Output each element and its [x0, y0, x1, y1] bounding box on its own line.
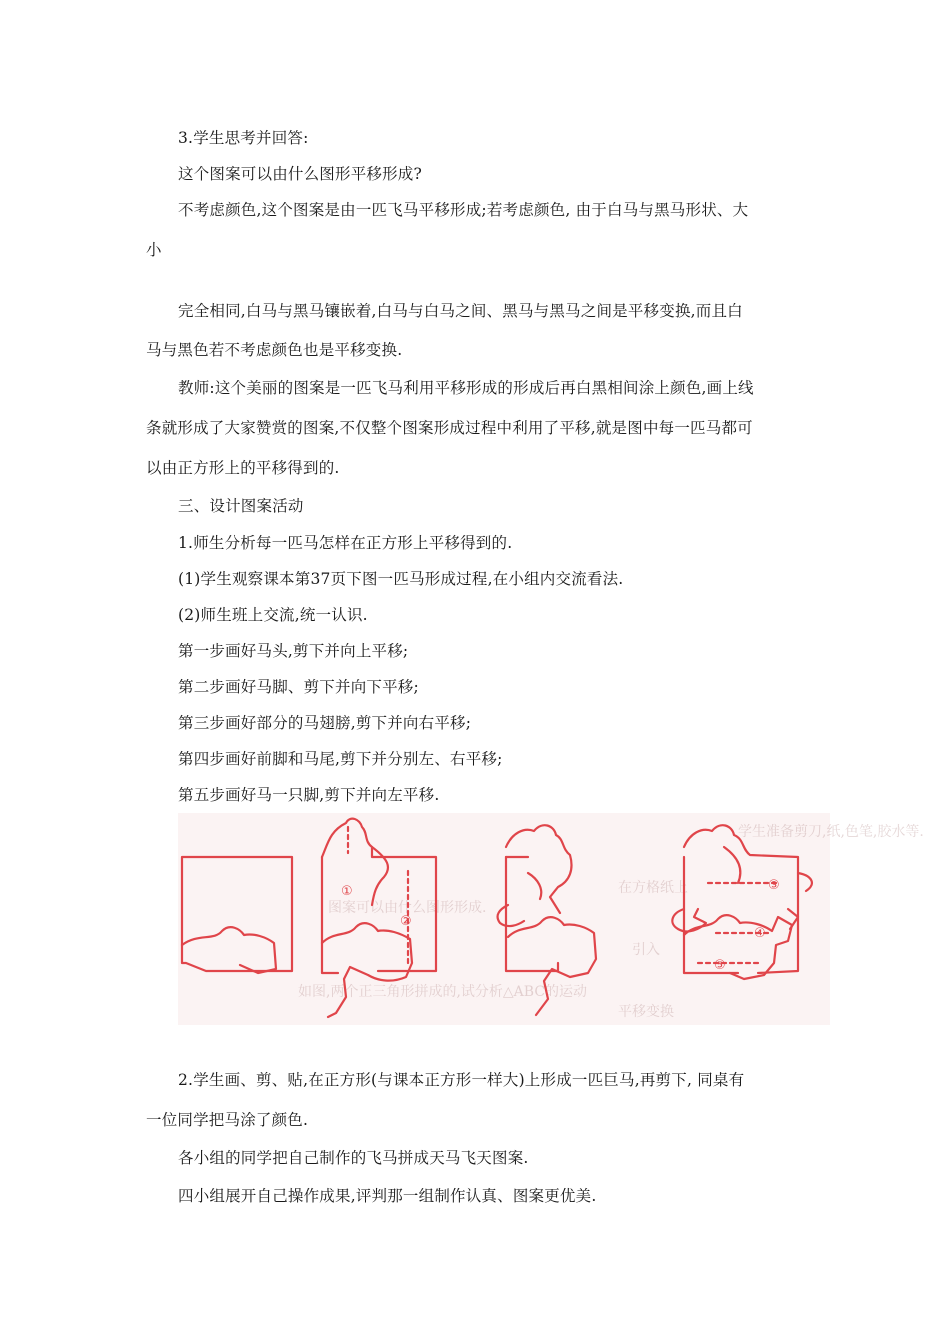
paragraph: 3.学生思考并回答: [178, 129, 309, 147]
section-heading: 三、设计图案活动 [178, 497, 304, 515]
ghost-text: 图案可以由什么图形形成. [328, 900, 487, 916]
paragraph: 第三步画好部分的马翅膀,剪下并向右平移; [178, 714, 472, 732]
ghost-text: 在方格纸上 [618, 880, 688, 896]
step-label: ② [400, 914, 412, 929]
figure-drawing [178, 813, 830, 1025]
paragraph: 第五步画好马一只脚,剪下并向左平移. [178, 786, 440, 804]
ghost-text: 引入 [632, 942, 660, 958]
paragraph: (1)学生观察课本第37页下图一匹马形成过程,在小组内交流看法. [178, 570, 624, 588]
paragraph: 四小组展开自己操作成果,评判那一组制作认真、图案更优美. [178, 1187, 597, 1205]
step-label: ① [341, 884, 353, 899]
paragraph: (2)师生班上交流,统一认识. [178, 606, 368, 624]
paragraph: 第一步画好马头,剪下并向上平移; [178, 642, 409, 660]
paragraph: 2.学生画、剪、贴,在正方形(与课本正方形一样大)上形成一匹巨马,再剪下, 同桌有 [178, 1071, 745, 1089]
paragraph: 1.师生分析每一匹马怎样在正方形上平移得到的. [178, 534, 513, 552]
paragraph: 以由正方形上的平移得到的. [146, 459, 340, 477]
ghost-text: 学生准备剪刀,纸,色笔,胶水等. [738, 824, 924, 840]
horse-translation-figure [178, 813, 924, 1025]
step-label: ⑤ [714, 958, 726, 973]
ghost-text: 平移变换 [618, 1004, 674, 1020]
paragraph: 条就形成了大家赞赏的图案,不仅整个图案形成过程中利用了平移,就是图中每一匹马都可 [146, 419, 753, 437]
step-label: ④ [754, 926, 766, 941]
step-label: ③ [768, 878, 780, 893]
paragraph: 教师:这个美丽的图案是一匹飞马利用平移形成的形成后再白黑相间涂上颜色,画上线 [178, 379, 754, 397]
ghost-text: 如图,两个正三角形拼成的,试分析△ABC的运动 [298, 984, 588, 1000]
paragraph: 完全相同,白马与黑马镶嵌着,白马与白马之间、黑马与黑马之间是平移变换,而且白 [178, 302, 743, 320]
paragraph: 第二步画好马脚、剪下并向下平移; [178, 678, 419, 696]
paragraph: 不考虑颜色,这个图案是由一匹飞马平移形成;若考虑颜色, 由于白马与黑马形状、大 [178, 201, 749, 219]
paragraph: 这个图案可以由什么图形平移形成? [178, 165, 423, 183]
paragraph: 一位同学把马涂了颜色. [146, 1111, 309, 1129]
paragraph: 各小组的同学把自己制作的飞马拼成天马飞天图案. [178, 1149, 529, 1167]
paragraph: 小 [146, 241, 162, 259]
paragraph: 马与黑色若不考虑颜色也是平移变换. [146, 341, 403, 359]
paragraph: 第四步画好前脚和马尾,剪下并分别左、右平移; [178, 750, 503, 768]
